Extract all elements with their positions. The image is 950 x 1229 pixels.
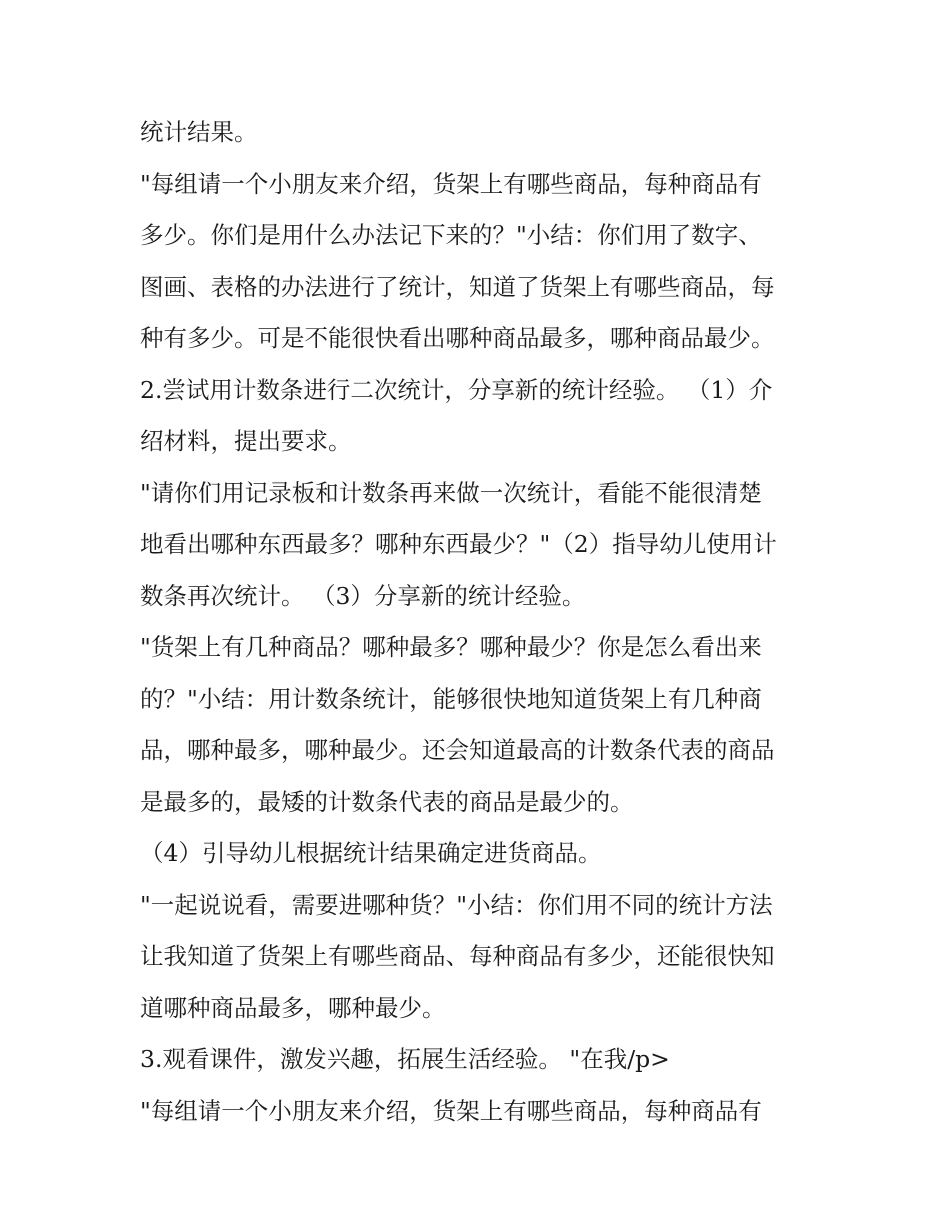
text-line: 种有多少。可是不能很快看出哪种商品最多，哪种商品最少。 [140,324,775,352]
text-line: "每组请一个小朋友来介绍，货架上有哪些商品，每种商品有 [140,1096,762,1125]
text-line: 的？"小结：用计数条统计，能够很快地知道货架上有几种商 [140,684,762,713]
text-line: 地看出哪种东西最多？哪种东西最少？"（2）指导幼儿使用计 [140,530,777,558]
text-line: 是最多的，最矮的计数条代表的商品是最少的。 [140,787,634,816]
text-line: 图画、表格的办法进行了统计，知道了货架上有哪些商品，每 [140,272,775,301]
document-body [140,107,820,1137]
text-line: 道哪种商品最多，哪种最少。 [140,993,446,1022]
text-line: "每组请一个小朋友来介绍，货架上有哪些商品，每种商品有 [140,169,762,198]
text-line: "一起说说看，需要进哪种货？"小结：你们用不同的统计方法 [140,890,773,919]
text-line: 3.观看课件，激发兴趣，拓展生活经验。 "在我/p> [140,1045,670,1073]
text-line: 多少。你们是用什么办法记下来的？"小结：你们用了数字、 [140,221,762,249]
text-line: 绍材料，提出要求。 [140,427,352,455]
text-line: 让我知道了货架上有哪些商品、每种商品有多少，还能很快知 [140,942,775,970]
text-line: "货架上有几种商品？哪种最多？哪种最少？你是怎么看出来 [140,633,762,661]
text-line: 统计结果。 [140,118,258,146]
text-line: 品，哪种最多，哪种最少。还会知道最高的计数条代表的商品 [140,736,775,764]
text-line: （4）引导幼儿根据统计结果确定进货商品。 [140,839,602,867]
text-line: 2.尝试用计数条进行二次统计，分享新的统计经验。 （1）介 [140,375,773,404]
text-line: 数条再次统计。 （3）分享新的统计经验。 [140,581,586,610]
text-line: "请你们用记录板和计数条再来做一次统计，看能不能很清楚 [140,478,762,507]
